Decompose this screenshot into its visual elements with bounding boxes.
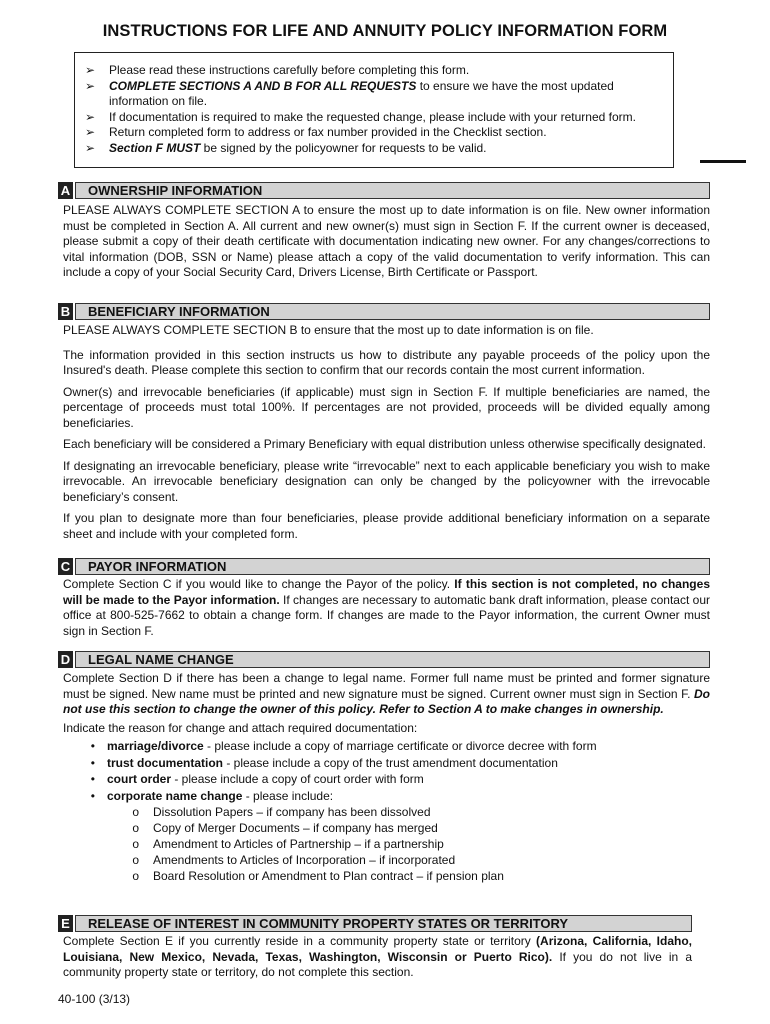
list-item-text xyxy=(107,771,424,788)
section-title: PAYOR INFORMATION xyxy=(75,558,710,575)
paragraph: Owner(s) and irrevocable beneficiaries (if applicable) must sign in Section F. If multiple beneficiaries are named, the percentage of proceeds must total 100%. If percentages are not provided, proceeds will be divided equally among beneficiaries. xyxy=(63,384,710,430)
instruction-item xyxy=(85,141,667,157)
text-run: Complete Section D if there has been a change to legal name. Former full name must be printed and former signature must be signed. New name must be printed and new signature must be signed. Current owner must sign in Section F. xyxy=(63,671,710,701)
section-letter: C xyxy=(58,558,73,575)
list-item-text xyxy=(107,788,333,805)
paragraph: Each beneficiary will be considered a Primary Beneficiary with equal distribution unless otherwise specifically designated. xyxy=(63,437,706,451)
section-body xyxy=(63,934,692,981)
text-run: Complete Section C if you would like to change the Payor of the policy. xyxy=(63,577,455,591)
paragraph xyxy=(63,577,710,639)
instruction-item xyxy=(85,63,667,79)
list-item xyxy=(63,788,710,805)
arrow-bullet-icon: ➢ xyxy=(85,78,96,93)
section-c xyxy=(58,558,710,639)
sub-list-text: Copy of Merger Documents – if company has merged xyxy=(153,821,438,835)
section-title: LEGAL NAME CHANGE xyxy=(75,651,710,668)
paragraph xyxy=(63,671,710,718)
section-letter: D xyxy=(58,651,73,668)
instruction-text: Please read these instructions carefully before completing this form. xyxy=(109,63,470,77)
text-run: - please include: xyxy=(242,788,334,803)
sub-list xyxy=(63,804,710,884)
form-number: 40-100 (3/13) xyxy=(58,992,131,1006)
section-title: BENEFICIARY INFORMATION xyxy=(75,303,710,320)
section-body xyxy=(63,323,710,542)
bullet-icon: • xyxy=(90,755,95,770)
section-body xyxy=(63,577,710,639)
section-b xyxy=(58,303,710,542)
section-a xyxy=(58,182,710,281)
section-body xyxy=(63,203,710,281)
instruction-emphasis: Section F MUST xyxy=(109,140,201,155)
list-item xyxy=(63,738,710,755)
bold-text: marriage/divorce xyxy=(107,739,204,753)
section-body xyxy=(63,671,710,884)
list-item-text xyxy=(107,738,597,755)
sub-list-text: Amendments to Articles of Incorporation – if incorporated xyxy=(153,853,456,867)
sub-list-text: Board Resolution or Amendment to Plan contract – if pension plan xyxy=(153,869,504,883)
sub-list-item xyxy=(63,836,710,852)
section-e xyxy=(58,915,692,981)
paragraph: Indicate the reason for change and attach required documentation: xyxy=(63,720,418,735)
reason-list xyxy=(63,738,710,804)
bold-text: If this section is not completed, no changes will be made to the Payor information. xyxy=(63,577,710,607)
instruction-text xyxy=(109,141,667,157)
paragraph xyxy=(63,934,692,981)
instructions-box xyxy=(74,52,674,168)
bullet-icon: • xyxy=(90,788,95,803)
text-run: If changes are necessary to automatic bank draft information, please contact our office at 800-525-7662 to obtain a change form. If changes are made to the Payor information, the current Owner must sign in Section F. xyxy=(63,592,710,638)
bold-text: corporate name change xyxy=(107,788,243,803)
arrow-bullet-icon: ➢ xyxy=(85,63,96,77)
section-header xyxy=(58,651,710,668)
bullet-icon: • xyxy=(90,772,95,786)
instruction-item xyxy=(85,110,667,126)
circle-bullet-icon: o xyxy=(132,853,139,867)
arrow-bullet-icon: ➢ xyxy=(85,109,96,124)
sub-list-text: Dissolution Papers – if company has been dissolved xyxy=(153,805,431,819)
bold-text: trust documentation xyxy=(107,755,223,770)
arrow-bullet-icon: ➢ xyxy=(85,125,96,139)
section-letter: B xyxy=(58,303,73,320)
sub-list-item xyxy=(63,820,710,836)
section-header xyxy=(58,303,710,320)
text-run: - please include a copy of the trust amendment documentation xyxy=(223,755,558,770)
text-run: If you do not live in a community property state or territory, do not complete this section. xyxy=(63,949,692,979)
section-title: RELEASE OF INTEREST IN COMMUNITY PROPERTY STATES OR TERRITORY xyxy=(75,915,692,932)
arrow-bullet-icon: ➢ xyxy=(85,140,96,155)
paragraph: PLEASE ALWAYS COMPLETE SECTION B to ensure that the most up to date information is on file. xyxy=(63,323,594,337)
text-run: - please include a copy of marriage certificate or divorce decree with form xyxy=(203,739,597,753)
section-header xyxy=(58,182,710,199)
bold-text: court order xyxy=(107,772,172,786)
circle-bullet-icon: o xyxy=(132,821,139,835)
sub-list-item xyxy=(63,868,710,884)
section-letter: E xyxy=(58,915,73,932)
instruction-emphasis: COMPLETE SECTIONS A AND B FOR ALL REQUESTS xyxy=(109,78,417,93)
bold-text: (Arizona, California, Idaho, Louisiana, New Mexico, Nevada, Texas, Washington, Wisconsin or Puerto Rico). xyxy=(63,934,692,964)
paragraph: If designating an irrevocable beneficiary, please write “irrevocable” next to each applicable beneficiary you wish to make irrevocable. An irrevocable beneficiary designation can only be changed by the policyowner with the irrevocable beneficiary’s consent. xyxy=(63,458,710,504)
instruction-item xyxy=(85,79,667,110)
instruction-rest: to ensure we have the most updated information on file. xyxy=(109,78,614,108)
list-item xyxy=(63,755,710,772)
paragraph: The information provided in this section instructs us how to distribute any payable proceeds of the policy upon the Insured's death. Please complete this section to confirm that our records contain the most current information. xyxy=(63,347,710,377)
bold-italic-text: Do not use this section to change the owner of this policy. Refer to Section A to make changes in ownership. xyxy=(63,686,710,716)
page-title: INSTRUCTIONS FOR LIFE AND ANNUITY POLICY INFORMATION FORM xyxy=(102,22,668,40)
text-run: - please include a copy of court order with form xyxy=(171,772,424,786)
section-header xyxy=(58,915,692,932)
paragraph: If you plan to designate more than four beneficiaries, please provide additional beneficiary information on a separate sheet and include with your completed form. xyxy=(63,511,710,541)
instruction-text: If documentation is required to make the requested change, please include with your returned form. xyxy=(109,109,636,124)
text-run: Complete Section E if you currently reside in a community property state or territory xyxy=(63,934,537,948)
circle-bullet-icon: o xyxy=(132,869,139,883)
instruction-text xyxy=(109,79,667,110)
sub-list-item xyxy=(63,852,710,868)
section-d xyxy=(58,651,710,884)
list-item xyxy=(63,771,710,788)
instruction-item xyxy=(85,125,667,141)
margin-rule xyxy=(700,160,746,163)
instruction-text: Return completed form to address or fax number provided in the Checklist section. xyxy=(109,125,547,139)
circle-bullet-icon: o xyxy=(132,805,139,819)
section-title: OWNERSHIP INFORMATION xyxy=(75,182,710,199)
sub-list-item xyxy=(63,804,710,820)
circle-bullet-icon: o xyxy=(132,837,139,851)
sub-list-text: Amendment to Articles of Partnership – if a partnership xyxy=(153,837,444,851)
list-item-text xyxy=(107,755,558,772)
section-header xyxy=(58,558,710,575)
bullet-icon: • xyxy=(90,739,95,753)
paragraph: PLEASE ALWAYS COMPLETE SECTION A to ensure the most up to date information is on file. New owner information must be completed in Section A. All current and new owner(s) must sign in Section F. If the current owner is deceased, please submit a copy of their death certificate with documentation indicating new owner. For any changes/corrections to vital information (DOB, SSN or Name) please attach a copy of the valid documentation to verify information. This can include a copy of your Social Security Card, Drivers License, Birth Certificate or Passport. xyxy=(63,203,710,279)
section-letter: A xyxy=(58,182,73,199)
instruction-rest: be signed by the policyowner for requests to be valid. xyxy=(200,140,487,155)
